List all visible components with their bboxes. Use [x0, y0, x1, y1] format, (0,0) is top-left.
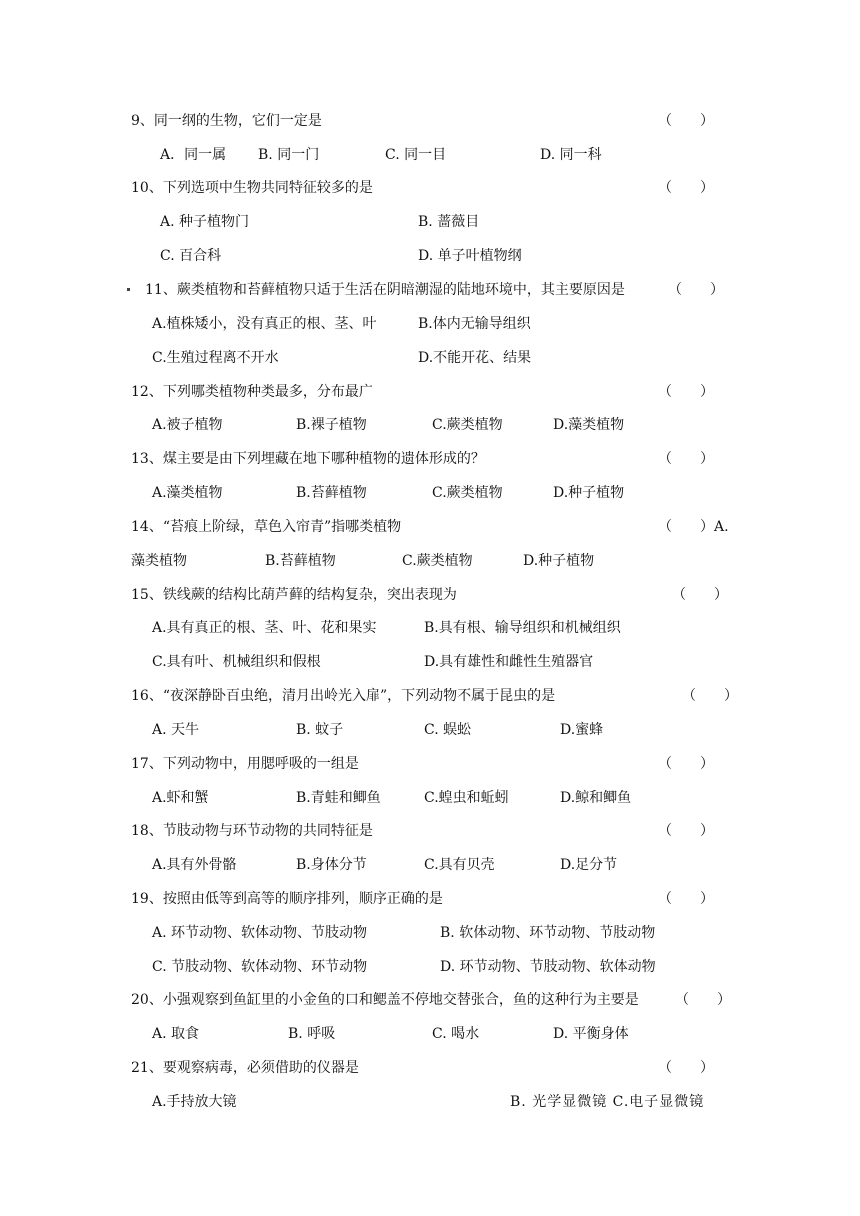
option: B.苔藓植物: [296, 485, 367, 501]
option: C.蕨类植物: [432, 485, 503, 501]
answer-bracket: （ ）: [658, 823, 714, 839]
option: B. 光学显微镜 C.电子显微镜: [510, 1094, 705, 1110]
answer-bracket: （ ）: [658, 756, 714, 772]
option: B.体内无输导组织: [418, 316, 531, 332]
question-stem: 19、按照由低等到高等的顺序排列，顺序正确的是: [131, 891, 443, 907]
option: C. 同一目: [385, 147, 447, 163]
option: C. 蜈蚣: [424, 722, 472, 738]
question-stem: 20、小强观察到鱼缸里的小金鱼的口和鳃盖不停地交替张合，鱼的这种行为主要是: [131, 992, 639, 1008]
question-stem: 21、要观察病毒，必须借助的仪器是: [131, 1060, 359, 1076]
question-stem: 18、节肢动物与环节动物的共同特征是: [131, 823, 373, 839]
option: D.种子植物: [523, 553, 595, 569]
answer-bracket: （ ）: [675, 992, 731, 1008]
answer-bracket: （ ）: [658, 180, 714, 196]
option: A.具有真正的根、茎、叶、花和果实: [152, 620, 377, 636]
answer-bracket: （ ）: [658, 113, 714, 129]
option: D.足分节: [560, 857, 618, 873]
question-stem: 16、“夜深静卧百虫绝，清月出岭光入扉”，下列动物不属于昆虫的是: [131, 688, 556, 704]
option: D.鲸和鲫鱼: [560, 790, 632, 806]
option: B. 呼吸: [288, 1026, 336, 1042]
option: C.蕨类植物: [432, 417, 503, 433]
option: A.具有外骨骼: [152, 857, 237, 873]
question-stem: 14、“苔痕上阶绿，草色入帘青”指哪类植物: [131, 519, 402, 535]
question-stem: 11、蕨类植物和苔藓植物只适于生活在阴暗潮湿的陆地环境中，其主要原因是: [145, 282, 625, 298]
answer-bracket: （ ）: [672, 587, 728, 603]
stray-dot: [127, 288, 130, 291]
option: A.手持放大镜: [152, 1094, 237, 1110]
option: B.裸子植物: [296, 417, 367, 433]
answer-bracket: （ ）A.: [658, 519, 729, 535]
answer-bracket: （ ）: [658, 384, 714, 400]
option: B.苔藓植物: [265, 553, 336, 569]
option: D.蜜蜂: [560, 722, 604, 738]
option: B.具有根、输导组织和机械组织: [424, 620, 621, 636]
option: B. 软体动物、环节动物、节肢动物: [440, 925, 656, 941]
answer-bracket: （ ）: [682, 688, 738, 704]
option: B. 蔷薇目: [418, 214, 480, 230]
question-stem: 15、铁线蕨的结构比葫芦藓的结构复杂，突出表现为: [131, 587, 457, 603]
option: A．同一属: [160, 147, 227, 163]
option: A. 取食: [152, 1026, 200, 1042]
option: D.具有雄性和雌性生殖器官: [424, 654, 594, 670]
option: B. 同一门: [258, 147, 320, 163]
option: C.具有贝壳: [424, 857, 495, 873]
option: B.青蛙和鲫鱼: [296, 790, 381, 806]
answer-bracket: （ ）: [668, 282, 724, 298]
question-stem: 12、下列哪类植物种类最多，分布最广: [131, 384, 373, 400]
option: C. 百合科: [160, 248, 222, 264]
question-stem: 17、下列动物中，用腮呼吸的一组是: [131, 756, 359, 772]
answer-bracket: （ ）: [658, 451, 714, 467]
option: A. 环节动物、软体动物、节肢动物: [152, 925, 368, 941]
option: A. 种子植物门: [160, 214, 250, 230]
option: B.身体分节: [296, 857, 367, 873]
option: B. 蚊子: [296, 722, 344, 738]
option: D. 同一科: [540, 147, 602, 163]
option: A.藻类植物: [152, 485, 223, 501]
option: C.蕨类植物: [402, 553, 473, 569]
option: C. 节肢动物、软体动物、环节动物: [152, 959, 368, 975]
option: 藻类植物: [131, 553, 187, 569]
option: C. 喝水: [432, 1026, 480, 1042]
option: D.种子植物: [553, 485, 625, 501]
option: C.生殖过程离不开水: [152, 350, 279, 366]
question-stem: 9、同一纲的生物，它们一定是: [131, 113, 322, 129]
answer-bracket: （ ）: [658, 891, 714, 907]
option: D.藻类植物: [553, 417, 625, 433]
option: A. 天牛: [152, 722, 200, 738]
answer-bracket: （ ）: [658, 1060, 714, 1076]
option: D.不能开花、结果: [418, 350, 532, 366]
option: C.具有叶、机械组织和假根: [152, 654, 321, 670]
option: D. 环节动物、节肢动物、软体动物: [440, 959, 656, 975]
question-stem: 13、煤主要是由下列埋藏在地下哪种植物的遗体形成的？: [131, 451, 485, 467]
option: A.植株矮小，没有真正的根、茎、叶: [152, 316, 377, 332]
option: A.被子植物: [152, 417, 223, 433]
option: D. 平衡身体: [553, 1026, 629, 1042]
option: A.虾和蟹: [152, 790, 209, 806]
option: D. 单子叶植物纲: [418, 248, 522, 264]
option: C.蝗虫和蚯蚓: [424, 790, 509, 806]
question-stem: 10、下列选项中生物共同特征较多的是: [131, 180, 373, 196]
